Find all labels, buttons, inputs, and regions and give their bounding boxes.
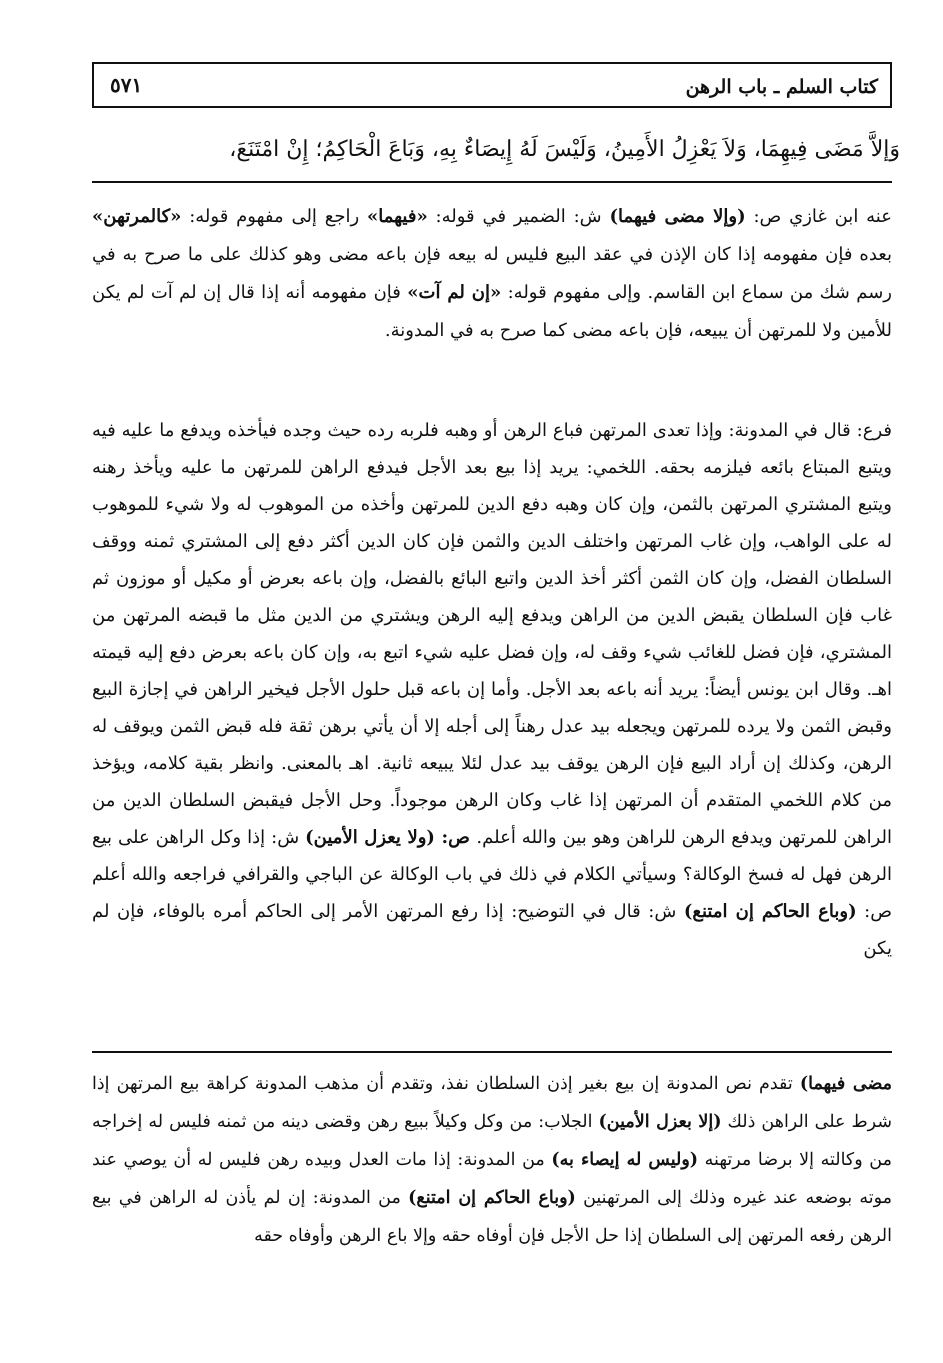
text-run: راجع إلى مفهوم قوله:: [181, 206, 367, 227]
separator-rule: [92, 181, 892, 183]
quoted-phrase: (وليس له إيصاء به): [551, 1150, 699, 1170]
text-run: عنه ابن غازي ص:: [745, 206, 892, 227]
quoted-phrase: (ولا يعزل الأمين): [305, 827, 435, 848]
page-number: ٥٧١: [110, 73, 143, 97]
text-run: ش: الضمير في قوله:: [427, 206, 610, 227]
quoted-phrase: «فيهما»: [366, 206, 428, 227]
text-run: فإن مفهومه أنه إذا قال إن لم آت لم يكن للأمين ولا للمرتهن أن يبيعه، فإن باعه مضى كما صرح به في المدونة.: [92, 282, 892, 341]
quoted-phrase: «كالمرتهن»: [92, 206, 182, 227]
text-run: ش: قال في التوضيح: إذا رفع المرتهن الأمر إلى الحاكم أمره بالوفاء، فإن لم يكن: [92, 901, 892, 959]
quoted-phrase: (وباع الحاكم إن امتنع): [408, 1188, 576, 1208]
footnote-separator-rule: [92, 1051, 892, 1053]
commentary-paragraph-1: [92, 198, 892, 350]
main-text: وَإلاَّ مَضَى فِيهِمَا، وَلاَ يَعْزِلُ الأَمِينُ، وَلَيْسَ لَهُ إِيصَاءٌ بِهِ، وَبَاعَ الْحَاكِمُ؛ إِنْ امْتَنَعَ،: [229, 137, 900, 162]
quoted-phrase: (وإلا مضى فيهما): [609, 206, 746, 227]
quoted-phrase: «إن لم آت»: [407, 282, 502, 303]
text-run: ش: إذا وكل الراهن على بيع الرهن فهل له فسخ الوكالة؟ وسيأتي الكلام في ذلك في باب الوكالة عن الباجي والقرافي فراجعه والله أعلم ص:: [92, 827, 892, 922]
text-run: تقدم نص المدونة إن بيع بغير إذن السلطان نفذ، وتقدم أن مذهب المدونة كراهة بيع المرتهن إذا شرط على الراهن ذلك: [92, 1074, 892, 1132]
text-run: فرع: قال في المدونة: وإذا تعدى المرتهن فباع الرهن أو وهبه فلربه رده حيث وجده فيأخذه ويدفع ما عليه فيه ويتبع المبتاع بائعه فيلزمه بحقه. اللخمي: يريد إذا بيع بعد الأجل فيدفع الراهن للمرتهن ما عليه ويأخذ رهنه ويتبع المشتري المرتهن بالثمن، وإن كان وهبه دفع الدين للمرتهن وأخذه من الموهوب له ولا شيء للموهوب له على الواهب، وإن غاب المرتهن واختلف الدين والثمن فإن كان الدين أكثر دفع إلى المشتري ثمنه ووقف السلطان الفضل، وإن كان الثمن أكثر أخذ الدين واتبع البائع بالفضل، وإن باعه بعرض أو مكيل أو موزون ثم غاب فإن السلطان يقبض الدين من الراهن ويدفع إليه الرهن ويشتري من الدين مثل ما قبضه المرتهن من المشتري، فإن فضل للغائب شيء وقف له، وإن فضل عليه شيء اتبع به، وإن كان باعه بعرض دفع إليه قيمته اهـ. وقال ابن يونس أيضاً: يريد أنه باعه بعد الأجل. وأما إن باعه قبل حلول الأجل فيخير الراهن في إجازة البيع وقبض الثمن ولا يرده للمرتهن ويجعله بيد عدل رهناً إلى أجله إلا أن يأتي برهن ثقة فله قبض الثمن ويوقف له الرهن، وكذلك إن أراد البيع فإن الرهن يوقف بيد عدل لئلا يبيعه ثانية. اهـ بالمعنى. وانظر بقية كلامه، ويؤخذ من كلام اللخمي المتقدم أن المرتهن إذا غاب وكان الرهن موجوداً. وحل الأجل فيقبض السلطان الدين من الراهن للمرتهن ويدفع الرهن للراهن وهو بين والله أعلم.: [92, 420, 892, 848]
quoted-phrase: مضى فيهما): [799, 1074, 893, 1094]
page-header: [92, 62, 892, 108]
text-run: الجلاب: من وكل وكيلاً ببيع رهن وقضى دينه من ثمنه فليس له إخراجه من وكالته إلا برضا مرتهنه: [92, 1112, 892, 1170]
text-run: ص:: [434, 827, 477, 848]
text-run: من المدونة: إن لم يأذن له الراهن في بيع الرهن رفعه المرتهن إلى السلطان إذا حل الأجل فإن أوفاه حقه وإلا باع الرهن وأوفاه حقه: [92, 1188, 892, 1246]
text-run: من المدونة: إذا مات العدل وبيده رهن فليس له أن يوصي عند موته بوضعه عند غيره وذلك إلى المرتهنين: [92, 1150, 892, 1208]
footnote-paragraph: [92, 1065, 892, 1255]
commentary-paragraph-2: [92, 412, 892, 967]
text-run: بعده فإن مفهومه إذا كان الإذن في عقد البيع فليس له بيعه فإن باعه مضى وهو كذلك على ما صرح به في رسم شك من سماع ابن القاسم. وإلى مفهوم قوله:: [92, 244, 892, 303]
quoted-phrase: (إلا بعزل الأمين): [598, 1112, 722, 1132]
chapter-title: كتاب السلم ـ باب الرهن: [685, 76, 878, 98]
quoted-phrase: (وباع الحاكم إن امتنع): [683, 901, 857, 922]
